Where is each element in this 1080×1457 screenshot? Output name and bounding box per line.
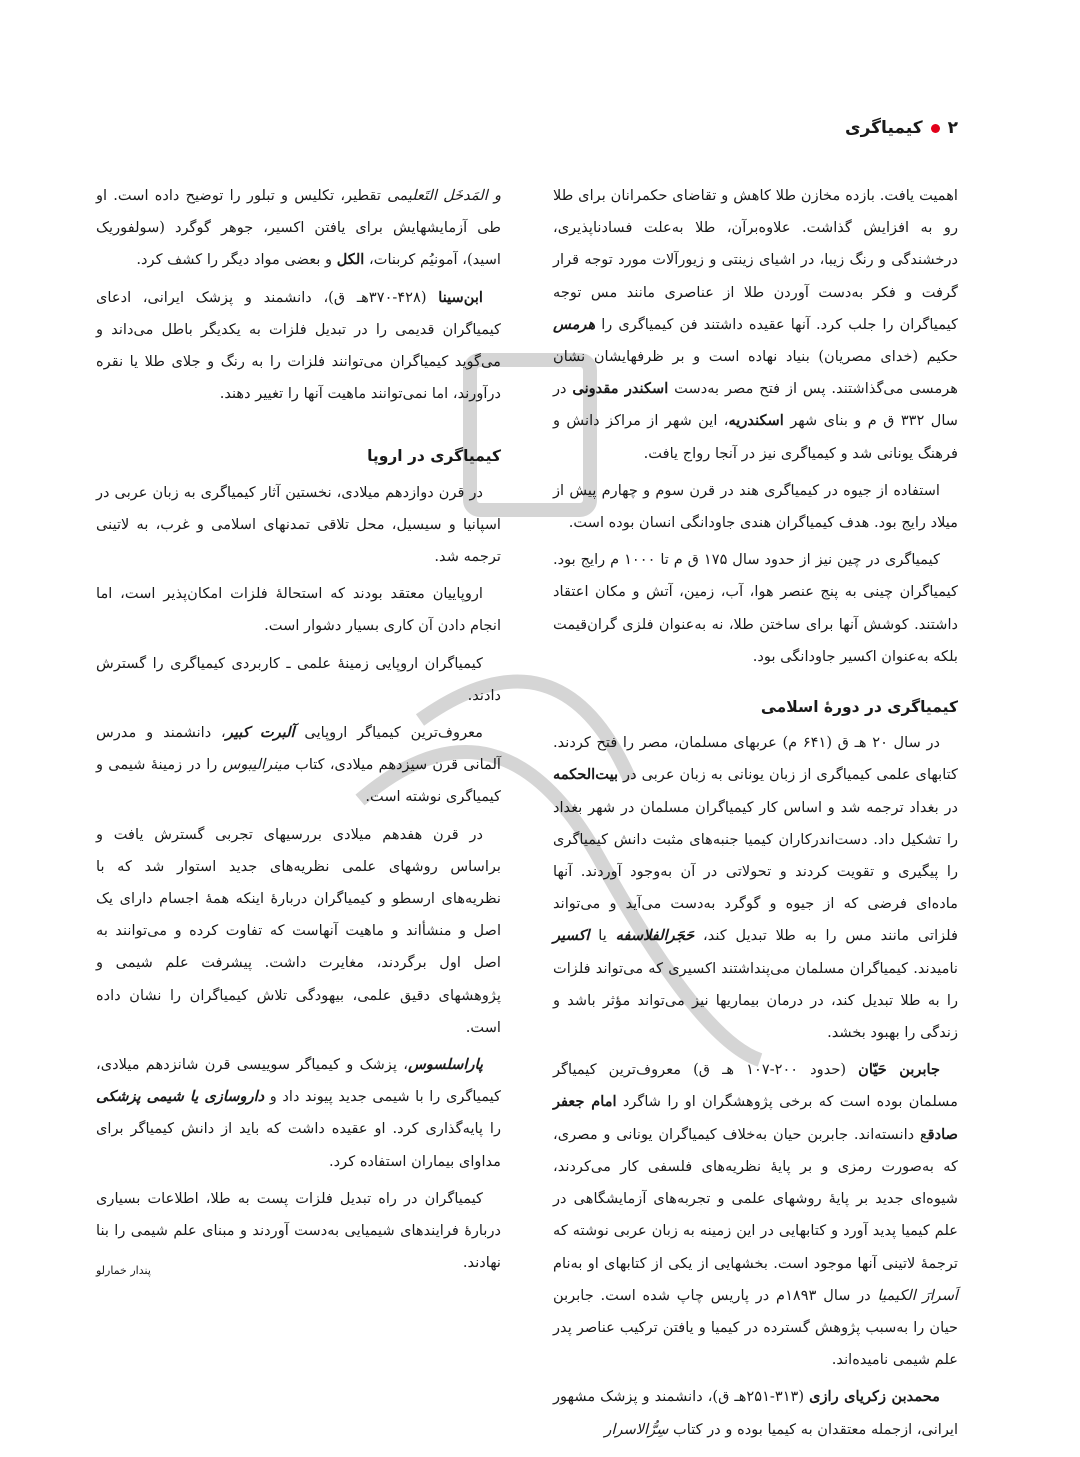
right-column <box>553 180 958 1451</box>
term-razi: محمدبن زکریای رازی <box>809 1388 940 1406</box>
term-elixir: اکسیر <box>553 927 590 945</box>
paragraph: استفاده از جیوه در کیمیاگری هند در قرن سوم و چهارم پیش از میلاد رایج بود. هدف کیمیاگران هندی جاودانگی انسان بوده است. <box>553 481 958 532</box>
section-heading-islamic: کیمیاگری در دورهٔ اسلامی <box>760 698 958 717</box>
term-albert: آلبرت کبیر <box>225 724 295 742</box>
section-heading-europe: کیمیاگری در اروپا <box>367 447 501 466</box>
term-alexandria: اسکندریه <box>728 412 784 430</box>
term-mineralibus: مینرالیبوس <box>222 756 290 774</box>
paragraph: ابن‌سینا (۴۲۸-۳۷۰هـ ق)، دانشمند و پزشک ایرانی، ادعای کیمیاگران قدیمی را در تبدیل فلزات به یکدیگر باطل می‌داند و می‌گوید کیمیاگران می‌توانند فلزات را به رنگ و جلای طلا یا نقره درآورند، اما نمی‌توانند ماهیت آنها را تغییر دهند. <box>96 288 501 403</box>
paragraph: محمدبن زکریای رازی (۳۱۳-۲۵۱هـ ق)، دانشمند و پزشک مشهور ایرانی، ازجمله معتقدان به کیمیا بوده و در کتاب سِرُّالاسرار <box>553 1388 958 1438</box>
author-credit: پندار خمارلو <box>96 1263 151 1277</box>
term-madkhal: و المَدخَل التَعلیمی <box>387 187 501 204</box>
term-jabir: جابربن حَیّان <box>858 1061 940 1079</box>
paragraph: در سال ۲۰ هـ ق (۶۴۱ م) عربهای مسلمان، مصر را فتح کردند. کتابهای علمی کیمیاگری از زبان یونانی به زبان عربی در بیت‌الحکمه در بغداد ترجمه شد و اساس کار کیمیاگران مسلمان در شهر بغداد را تشکیل داد. دست‌اندرکاران کیمیا جنبه‌های مثبت دانش کیمیاگری را پیگیری و تقویت کردند و تحولاتی در آن به‌وجود آوردند. آنها ماده‌ای فرضی که از جیوه و گوگرد به‌دست می‌آید و می‌تواند فلزاتی مانند مس را به طلا تبدیل کند، حَجَرالفلاسفه یا اکسیر نامیدند. کیمیاگران مسلمان می‌پنداشتند اکسیری که می‌تواند فلزات را به طلا تبدیل کند، در درمان بیماریها نیز می‌تواند مؤثر باشد و زندگی را بهبود بخشد. <box>553 734 958 1042</box>
term-paracelsus: پاراسلسوس <box>407 1056 483 1074</box>
term-ibn-sina: ابن‌سینا <box>438 288 483 306</box>
paragraph: کیمیاگری در چین نیز از حدود سال ۱۷۵ ق م تا ۱۰۰۰ م رایج بود. کیمیاگران چینی به پنج عنصر هوا، آب، زمین، آتش و مکان اعتقاد داشتند. کوشش آنها برای ساختن طلا، نه به‌عنوان فلزی گران‌قیمت بلکه به‌عنوان اکسیر جاودانگی بود. <box>553 551 958 665</box>
red-bullet-icon <box>931 124 940 133</box>
paragraph: در قرن هفدهم میلادی بررسیهای تجربی گسترش یافت و براساس روشهای علمی نظریه‌های جدید استوار شد که با نظریه‌های ارسطو و کیمیاگران دربارهٔ اینکه همهٔ اجسام دارای یک اصل و منشأاند و ماهیت آنهاست که تفاوت کرده و می‌توانند به اصل اول برگردند، مغایرت داشت. پیشرفت علم شیمی و پژوهشهای دقیق علمی، بیهودگی تلاش کیمیاگران را نشان داده است. <box>96 825 501 1036</box>
term-alcohol: الکل <box>336 251 365 269</box>
term-hermes: هرمس <box>553 315 596 333</box>
paragraph: اهمیت یافت. بازده مخازن طلا کاهش و تقاضای حکمرانان برای طلا رو به افزایش گذاشت. علاوه‌برآن، طلا به‌علت فسادناپذیری، درخشندگی و رنگ زیبا، در اشیای زینتی و زیورآلات مورد توجه قرار گرفت و فکر به‌دست آوردن طلا از عناصری مانند مس توجه کیمیاگران را جلب کرد. آنها عقیده داشتند فن کیمیاگری را هرمس حکیم (خدای مصریان) بنیاد نهاده است و بر ظرفهایشان نشان هرمسی می‌گذاشتند. پس از فتح مصر به‌دست اسکندر مقدونی در سال ۳۳۲ ق م و بنای شهر اسکندریه، این شهر از مراکز دانش و فرهنگ یونانی شد و کیمیاگری نیز در آنجا رواج یافت. <box>553 187 959 462</box>
paragraph: اروپاییان معتقد بودند که استحالهٔ فلزات امکان‌پذیر است، اما انجام دادن آن کاری بسیار دشوار است. <box>96 585 501 635</box>
term-pharmacy: داروسازی یا شیمی پزشکی <box>96 1088 265 1106</box>
running-head <box>845 118 958 138</box>
term-philosophers-stone: حَجَرالفلاسفه <box>615 927 695 945</box>
term-asrar-kimia: اَسرارَ الکیمیا <box>877 1286 958 1304</box>
term-sirr-al-asrar: سِرُّالاسرار <box>604 1420 669 1438</box>
term-bayt-al-hikma: بیت‌الحکمه <box>553 766 619 784</box>
paragraph: کیمیاگران اروپایی زمینهٔ علمی ـ کاربردی کیمیاگری را گسترش دادند. <box>96 654 501 704</box>
paragraph: کیمیاگران در راه تبدیل فلزات پست به طلا، اطلاعات بسیاری دربارهٔ فرایندهای شیمیایی به‌دست آوردند و مبنای علم شیمی را بنا نهادند. <box>96 1189 501 1272</box>
page-number: ۲ <box>947 118 958 138</box>
paragraph: معروف‌ترین کیمیاگر اروپایی آلبرت کبیر، دانشمند و مدرس آلمانی قرن سیزدهم میلادی، کتاب مینرالیبوس را در زمینهٔ شیمی و کیمیاگری نوشته است. <box>96 724 501 806</box>
chapter-title: کیمیاگری <box>845 118 923 138</box>
left-column <box>96 180 501 1279</box>
paragraph: در قرن دوازدهم میلادی، نخستین آثار کیمیاگری به زبان عربی در اسپانیا و سیسیل، محل تلاقی تمدنهای اسلامی و غرب، به لاتینی ترجمه شد. <box>96 483 501 566</box>
paragraph: جابربن حَیّان (حدود ۲۰۰-۱۰۷ هـ ق) معروف‌ترین کیمیاگر مسلمان بوده است که برخی پژوهشگران او را شاگرد امام جعفر صادقع دانسته‌اند. جابربن حیان به‌خلاف کیمیاگران یونانی و مصری، که به‌صورت رمزی و بر پایهٔ نظریه‌های فلسفی کار می‌کردند، شیوه‌ای جدید بر پایهٔ روشهای علمی و تجربه‌های آزمایشگاهی در علم کیمیا پدید آورد و کتابهایی در این زمینه به زبان عربی نوشته که ترجمهٔ لاتینی آنها موجود است. بخشهایی از یکی از کتابهای او به‌نام اَسرارَ الکیمیا در سال ۱۸۹۳م در پاریس چاپ شده است. جابربن حیان را به‌سبب پژوهش گسترده در کیمیا و یافتن ترکیب عناصر پدر علم شیمی نامیده‌اند. <box>553 1061 958 1369</box>
paragraph: و المَدخَل التَعلیمی تقطیر، تکلیس و تبلور را توضیح داده است. او طی آزمایشهایش برای یافتن اکسیر، جوهر گوگرد (سولفوریک اسید)، آمونیُم کربنات، الکل و بعضی مواد دیگر را کشف کرد. <box>96 187 501 269</box>
term-alexander: اسکندر مقدونی <box>572 380 669 398</box>
paragraph: پاراسلسوس، پزشک و کیمیاگر سوییسی قرن شانزدهم میلادی، کیمیاگری را با شیمی جدید پیوند داد و داروسازی یا شیمی پزشکی را پایه‌گذاری کرد. او عقیده داشت که باید از دانش کیمیاگر برای مداوای بیماران استفاده کرد. <box>96 1056 502 1170</box>
term-imam-jafar: امام جعفر صادق <box>553 1093 958 1143</box>
